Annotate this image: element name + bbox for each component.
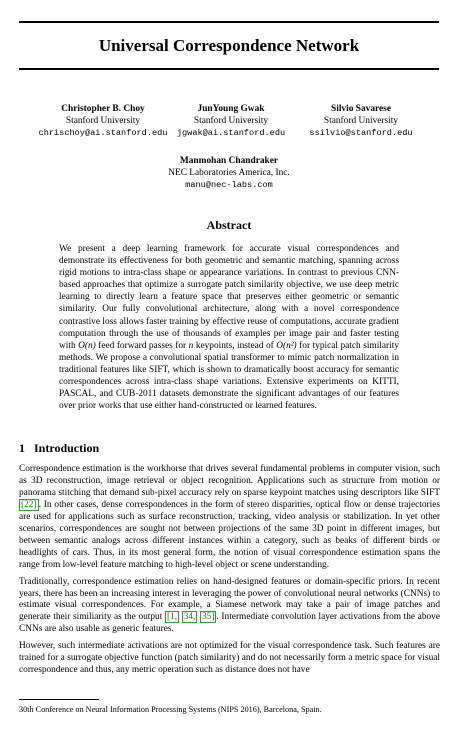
citation-link[interactable]: 35] [202,612,215,623]
body-paragraph [19,577,440,637]
author-email: manu@nec-labs.com [185,180,273,190]
abstract-text [59,243,399,412]
abstract-heading: Abstract [206,218,252,232]
section-title: Introduction [34,441,100,455]
conference-footnote: 30th Conference on Neural Information Processing Systems (NIPS 2016), Barcelona, Spain. [19,705,322,714]
abstract-segment: feed forward passes for [95,340,189,351]
introduction-body [19,464,440,682]
abstract-paragraph [59,243,399,412]
title-bottom-rule [19,68,439,70]
author-block-1 [38,103,168,139]
footnote-rule [19,699,99,700]
author-affiliation: NEC Laboratories America, Inc. [168,168,290,178]
author-affiliation: Stanford University [65,116,141,126]
citation-link[interactable]: [22] [21,499,37,510]
body-paragraph: However, such intermediate activations are not optimized for the visual correspondence task. Such features are trained for a surrogate objective function (patch similarity) and do not necessarily form a metric space for visual correspondence and thus, any metric operation such as distance does not have [19,641,440,676]
math-expression: O(n²) [276,340,297,351]
citation-link[interactable]: [1, [166,612,178,623]
author-name: JunYoung Gwak [197,104,265,114]
author-name: Manmohan Chandraker [179,156,279,166]
paper-title: Universal Correspondence Network [98,36,360,55]
abstract-segment: We present a deep learning framework for accurate visual correspondences and demonstrate its effectiveness for both geometric and semantic matching, spanning across rigid motions to intra-class shape or appearance variations. In contrast to previous CNN-based approaches that optimize a surrogate patch similarity objective, we use deep metric learning to directly learn a feature space that preserves either geometric or semantic similarity. Our fully convolutional architecture, along with a novel correspondence contrastive loss allows faster training by effective reuse of computations, accurate gradient computation through the use of thousands of examples per image pair and faster testing with [59,244,399,351]
body-segment: Traditionally, correspondence estimation relies on hand-designed features or domain-specific priors. In recent years, there has been an increasing interest in leveraging the power of convolutional neural networks (CNNs) to estimate visual correspondences. For example, a Siamese network may take a pair of image patches and generate their similiarity as the output [19,576,440,623]
author-affiliation: Stanford University [323,116,399,126]
author-block-4 [129,155,329,191]
section-heading-introduction [19,441,99,456]
math-expression: n [188,340,194,351]
author-name: Christopher B. Choy [61,104,145,114]
body-segment: . In other cases, dense correspondences in the form of stereo disparities, optical flow or dense trajectories are used for applications such as surface reconstruction, tracking, video analysis or stabilization. In yet other scenarios, correspondences are sought not between projections of the same 3D point in different images, but between semantic analogs across different instances within a category, such as beaks of different birds or headlights of cars. Thus, in its most general form, the notion of visual correspondence estimation spans the range from low-level feature matching to high-level object or scene understanding. [19,499,440,570]
author-block-3 [298,103,424,139]
author-block-2 [172,103,290,139]
author-name: Silvio Savarese [331,104,391,114]
abstract-segment: for typical patch similarity methods. We propose a convolutional spatial transformer to mimic patch normalization in traditional features like SIFT, which is shown to dramatically boost accuracy for semantic correspondences across intra-class shape variations. Extensive experiments on KITTI, PASCAL, and CUB-2011 datasets demonstrate the significant advantages of our features over prior works that use either hand-constructed or learned features. [59,340,400,412]
author-email: jgwak@ai.stanford.edu [176,128,286,138]
citation-link[interactable]: 34, [183,612,196,623]
section-number: 1 [19,441,25,455]
title-top-rule [19,21,439,23]
body-segment: . Intermediate convolution layer activations from the above CNNs are also usable as generic features. [19,612,440,635]
author-affiliation: Stanford University [193,116,269,126]
math-expression: O(n) [78,340,96,351]
abstract-segment: keypoints, instead of [193,340,277,351]
author-email: chrischoy@ai.stanford.edu [38,128,168,138]
body-paragraph [19,464,440,572]
author-email: ssilvio@stanford.edu [309,128,413,138]
body-segment: Correspondence estimation is the workhorse that drives several fundamental problems in computer vision, such as 3D reconstruction, image retrieval or object recognition. Applications such as structure from motion or panorama stitching that demand sub-pixel accuracy rely on sparse keypoint matches using descriptors like SIFT [19,464,440,498]
